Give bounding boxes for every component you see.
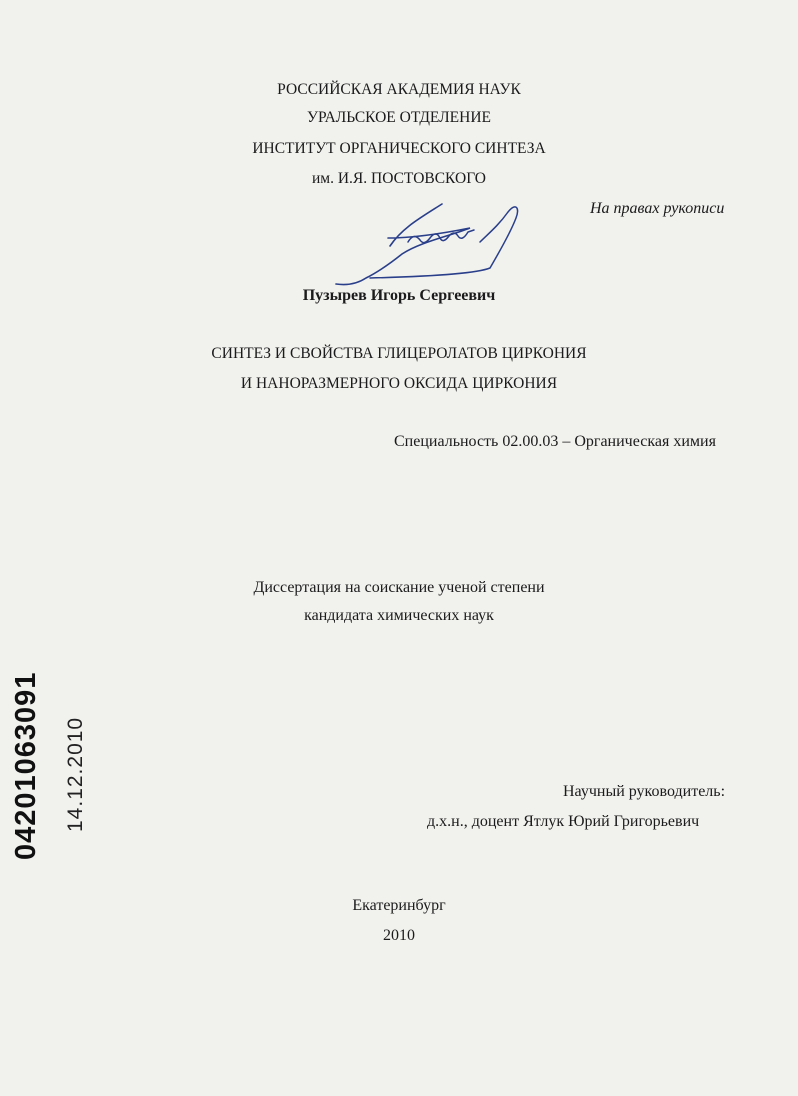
library-stamp-date: 14.12.2010 [64, 716, 87, 832]
library-stamp-number: 04201063091 [10, 671, 42, 860]
supervisor-name: д.х.н., доцент Ятлук Юрий Григорьевич [427, 813, 700, 830]
header-branch: УРАЛЬСКОЕ ОТДЕЛЕНИЕ [306, 109, 492, 126]
author-signature [330, 198, 530, 288]
header-institute: ИНСТИТУТ ОРГАНИЧЕСКОГО СИНТЕЗА [252, 140, 546, 157]
author-name: Пузырев Игорь Сергеевич [302, 287, 496, 304]
manuscript-note: На правах рукописи [590, 200, 725, 217]
thesis-title-line2: И НАНОРАЗМЕРНОГО ОКСИДА ЦИРКОНИЯ [240, 375, 558, 392]
header-named-after: им. И.Я. ПОСТОВСКОГО [312, 170, 486, 187]
degree-line1: Диссертация на соискание ученой степени [253, 579, 545, 596]
header-academy: РОССИЙСКАЯ АКАДЕМИЯ НАУК [277, 81, 521, 98]
supervisor-label: Научный руководитель: [563, 783, 726, 800]
thesis-title-line1: СИНТЕЗ И СВОЙСТВА ГЛИЦЕРОЛАТОВ ЦИРКОНИЯ [211, 345, 587, 362]
degree-line2: кандидата химических наук [304, 607, 494, 624]
year: 2010 [383, 927, 415, 944]
specialty: Специальность 02.00.03 – Органическая химия [394, 433, 716, 450]
city: Екатеринбург [352, 897, 446, 914]
